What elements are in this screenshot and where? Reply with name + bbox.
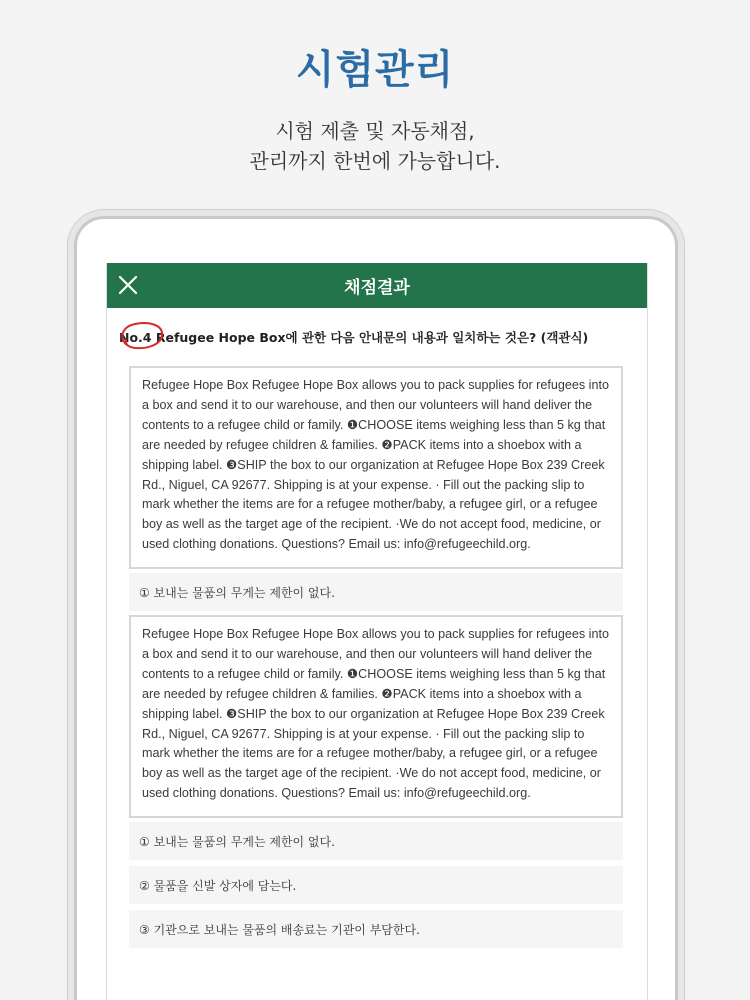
passage-box: Refugee Hope Box Refugee Hope Box allows you to pack supplies for refugees into a box and send it to our warehouse, and then our volunteers will hand deliver the contents to a refugee child or family. ❶CHOOSE items weighing less than 5 kg that are needed by refugee children & families. ❷PACK items into a shoebox with a shipping label. ❸SHIP the box to our organization at Refugee Hope Box 239 Creek Rd., Niguel, CA 92677. Shipping is at your expense. · Fill out the packing slip to mark whether the items are for a refugee mother/baby, a refugee girl, or a refugee boy as well as the target age of the recipient. ·We do not accept food, medicine, or used clothing donations. Questions? Email us: info@refugeechild.org. <box>129 366 623 569</box>
choice-item-3[interactable] <box>129 910 623 948</box>
choice-item-1[interactable] <box>129 573 623 611</box>
hero-title: 시험관리 <box>295 47 455 93</box>
choice-item-1[interactable] <box>129 822 623 860</box>
screen-title: 채점결과 <box>344 278 410 298</box>
question-heading <box>107 308 647 366</box>
question-number: No.4 <box>119 330 152 345</box>
question-text: Refugee Hope Box에 관한 다음 안내문의 내용과 일치하는 것은? (객관식) <box>151 330 589 345</box>
close-icon[interactable] <box>117 274 139 296</box>
top-bar <box>107 263 647 308</box>
passage-box: Refugee Hope Box Refugee Hope Box allows you to pack supplies for refugees into a box and send it to our warehouse, and then our volunteers will hand deliver the contents to a refugee child or family. ❶CHOOSE items weighing less than 5 kg that are needed by refugee children & families. ❷PACK items into a shoebox with a shipping label. ❸SHIP the box to our organization at Refugee Hope Box 239 Creek Rd., Niguel, CA 92677. Shipping is at your expense. · Fill out the packing slip to mark whether the items are for a refugee mother/baby, a refugee girl, or a refugee boy as well as the target age of the recipient. ·We do not accept food, medicine, or used clothing donations. Questions? Email us: info@refugeechild.org. <box>129 615 623 818</box>
grading-result-screen <box>106 263 648 1000</box>
hero-subtitle <box>0 116 750 176</box>
hero-subtitle-line1: 시험 제출 및 자동채점, <box>275 119 475 143</box>
hero-subtitle-line2: 관리까지 한번에 가능합니다. <box>249 149 501 173</box>
choice-item-2[interactable] <box>129 866 623 904</box>
choice-label: ① 보내는 물품의 무게는 제한이 없다. <box>139 585 335 600</box>
choice-label: ③ 기관으로 보내는 물품의 배송료는 기관이 부담한다. <box>139 922 420 937</box>
choice-label: ① 보내는 물품의 무게는 제한이 없다. <box>139 834 335 849</box>
choice-label: ② 물품을 신발 상자에 담는다. <box>139 878 297 893</box>
